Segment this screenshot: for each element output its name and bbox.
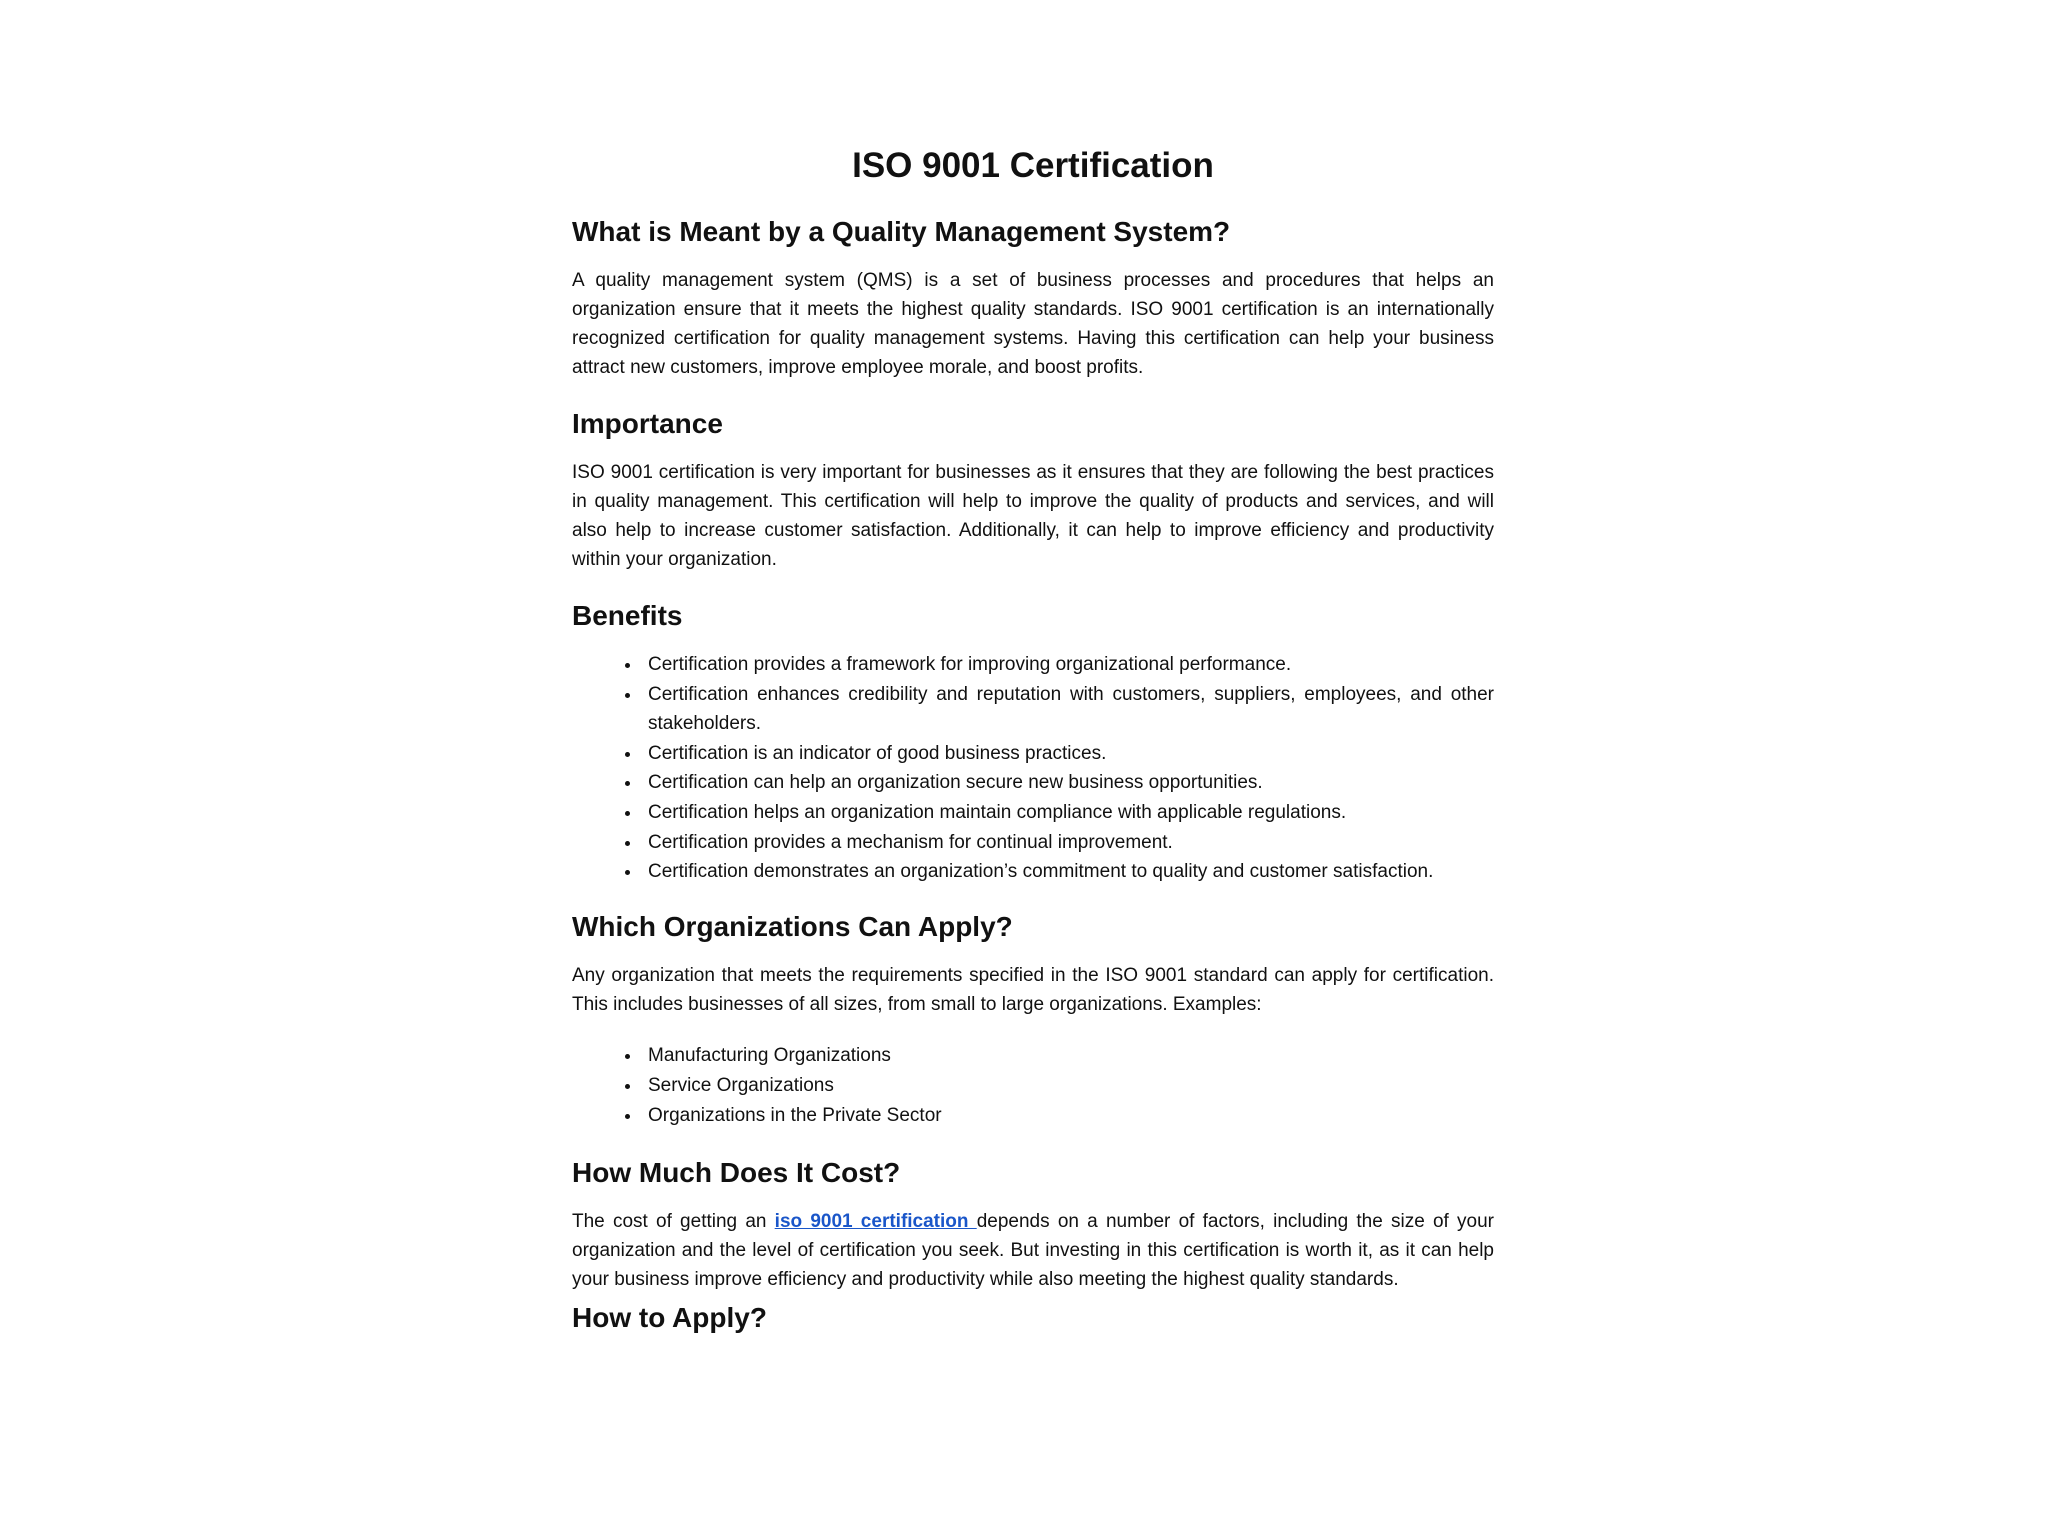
section-heading-benefits: Benefits <box>572 600 683 631</box>
section-heading-qms: What is Meant by a Quality Management System? <box>572 216 1231 247</box>
examples-list <box>572 1041 1494 1131</box>
benefits-list <box>572 650 1494 887</box>
benefits-list-item: • Certification provides a mechanism for continual improvement. <box>642 828 1494 858</box>
benefits-list-item: • Certification enhances credibility and reputation with customers, suppliers, employees, and other stakeholders. <box>642 680 1494 739</box>
section-paragraph-importance: ISO 9001 certification is very important for businesses as it ensures that they are following the best practices in quality management. This certification will help to improve the quality of products and services, and will also help to increase customer satisfaction. Additionally, it can help to improve efficiency and productivity within your organization. <box>572 462 1494 570</box>
document-page <box>572 138 1494 1398</box>
section-importance <box>572 404 1494 574</box>
examples-list-item: • Manufacturing Organizations <box>642 1041 1494 1071</box>
cost-text-before-link: The cost of getting an <box>572 1210 775 1232</box>
section-apply-orgs <box>572 907 1494 1131</box>
examples-list-item: • Organizations in the Private Sector <box>642 1101 1494 1131</box>
section-how-to-apply <box>572 1298 1494 1338</box>
benefits-list-item: • Certification provides a framework for improving organizational performance. <box>642 650 1494 680</box>
benefits-list-item: • Certification is an indicator of good business practices. <box>642 739 1494 769</box>
document-title: ISO 9001 Certification <box>852 146 1214 185</box>
section-cost <box>572 1153 1494 1294</box>
section-benefits <box>572 596 1494 887</box>
section-paragraph-cost <box>572 1207 1494 1294</box>
section-paragraph-apply-orgs: Any organization that meets the requirements specified in the ISO 9001 standard can apply for certification. This includes businesses of all sizes, from small to large organizations. Examples: <box>572 964 1494 1015</box>
section-heading-importance: Importance <box>572 408 723 439</box>
section-heading-how-to-apply: How to Apply? <box>572 1301 767 1333</box>
section-qms <box>572 212 1494 382</box>
iso-9001-certification-link[interactable]: iso 9001 certification <box>774 1210 977 1232</box>
section-heading-apply-orgs: Which Organizations Can Apply? <box>572 910 1013 942</box>
section-heading-cost: How Much Does It Cost? <box>572 1156 901 1188</box>
benefits-list-item: • Certification helps an organization maintain compliance with applicable regulations. <box>642 798 1494 828</box>
examples-list-item: • Service Organizations <box>642 1071 1494 1101</box>
cost-text-after-link: depends on a number of factors, including the size of your organization and the level of certification you seek. But investing in this certification is worth it, as it can help your business improve efficiency and productivity while also meeting the highest quality standards. <box>572 1210 1494 1290</box>
benefits-list-item: • Certification can help an organization secure new business opportunities. <box>642 768 1494 798</box>
section-paragraph-qms: A quality management system (QMS) is a set of business processes and procedures that helps an organization ensure that it meets the highest quality standards. ISO 9001 certification is an internationally recognized certification for quality management systems. Having this certification can help your business attract new customers, improve employee morale, and boost profits. <box>572 270 1494 378</box>
benefits-list-item: • Certification demonstrates an organization’s commitment to quality and customer satisfaction. <box>642 857 1494 887</box>
